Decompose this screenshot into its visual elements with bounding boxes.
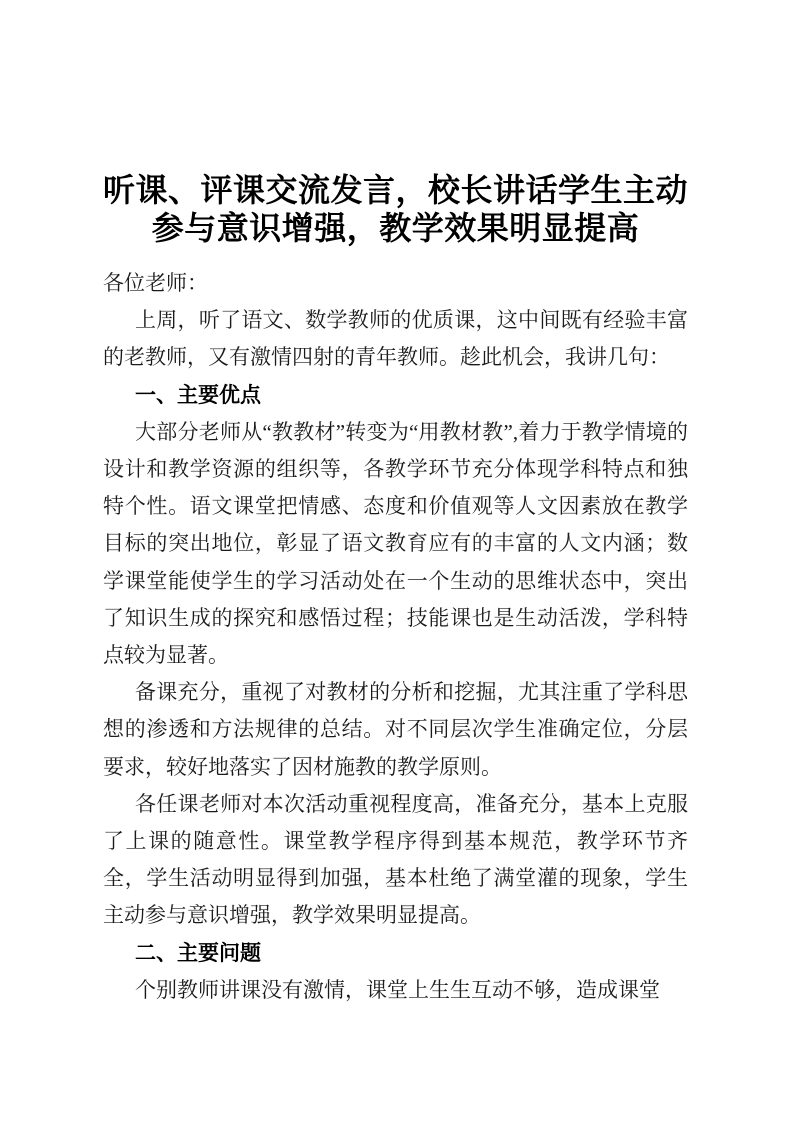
document-body: [103, 265, 688, 1009]
section-1-paragraph-2: 备课充分，重视了对教材的分析和挖掘，尤其注重了学科思想的渗透和方法规律的总结。对不同层次学生准确定位，分层要求，较好地落实了因材施教的教学原则。: [103, 680, 688, 779]
section-1-heading: 一、主要优点: [135, 382, 261, 407]
intro-paragraph: 上周，听了语文、数学教师的优质课，这中间既有经验丰富的老教师，又有激情四射的青年教师。趁此机会，我讲几句：: [103, 308, 688, 370]
section-2-heading: 二、主要问题: [135, 940, 261, 965]
section-2-paragraph-1: 个别教师讲课没有激情，课堂上生生互动不够，造成课堂: [135, 977, 660, 1002]
document-title: 听课、评课交流发言，校长讲话学生主动参与意识增强，教学效果明显提高: [103, 172, 689, 247]
salutation-line: 各位老师：: [103, 271, 208, 295]
section-1-paragraph-3: 各任课老师对本次活动重视程度高，准备充分，基本上克服了上课的随意性。课堂教学程序得到基本规范，教学环节齐全，学生活动明显得到加强，基本杜绝了满堂灌的现象，学生主动参与意识增强，教学效果明显提高。: [103, 791, 688, 928]
section-1-paragraph-1: 大部分老师从“教教材”转变为“用教材教”,着力于教学情境的设计和教学资源的组织等，各教学环节充分体现学科特点和独特个性。语文课堂把情感、态度和价值观等人文因素放在教学目标的突出地位，彰显了语文教育应有的丰富的人文内涵；数学课堂能使学生的学习活动处在一个生动的思维状态中，突出了知识生成的探究和感悟过程；技能课也是生动活泼，学科特点较为显著。: [103, 419, 688, 668]
